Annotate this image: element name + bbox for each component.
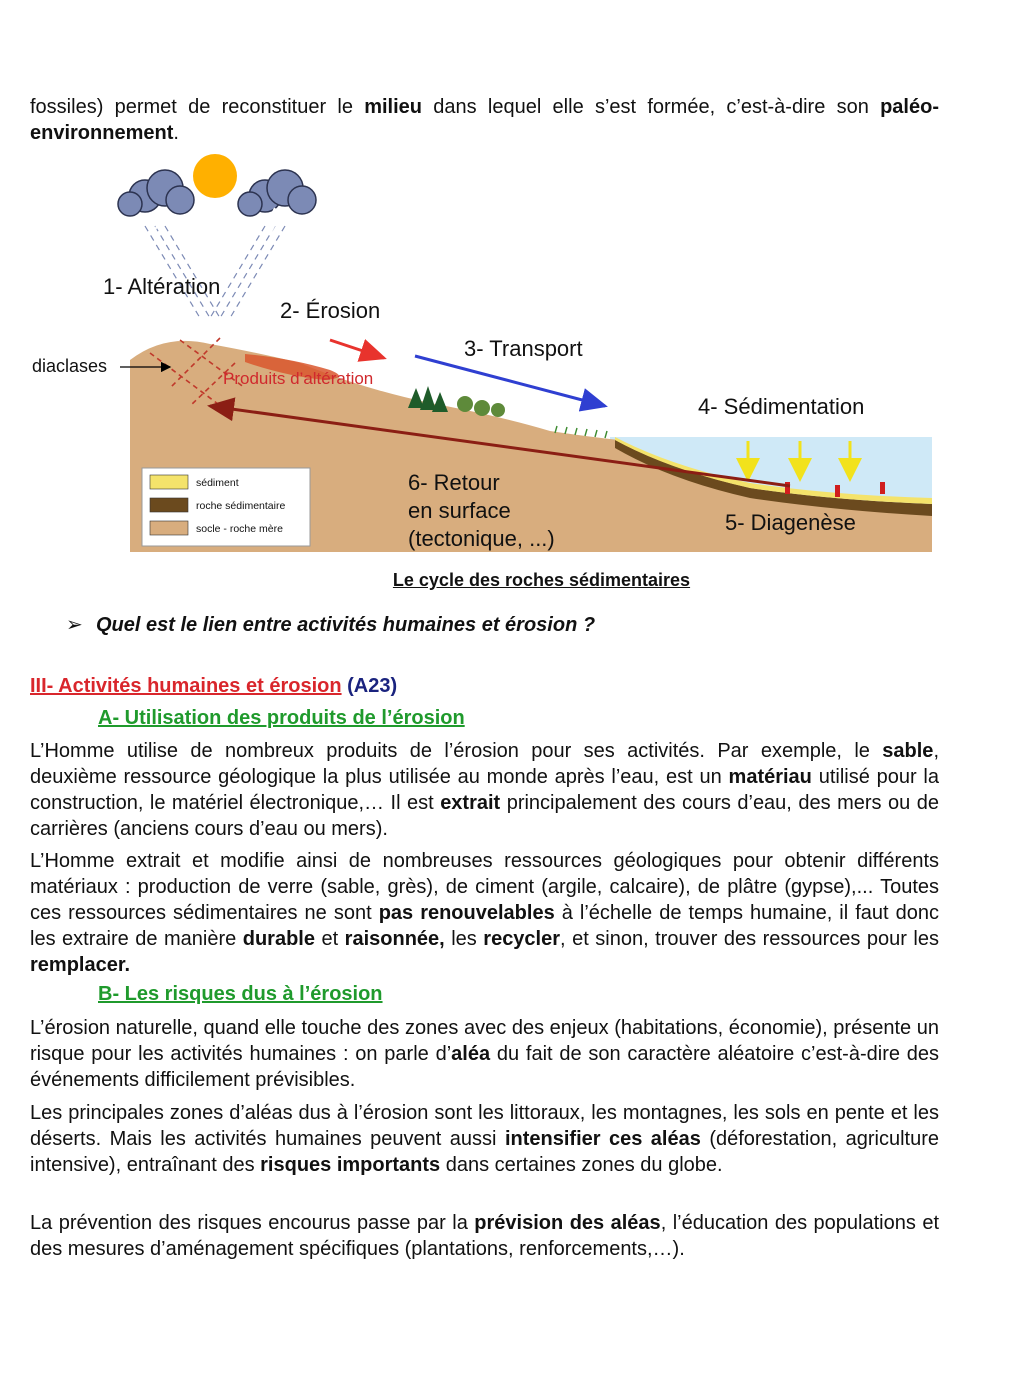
bold-text: durable (242, 928, 315, 950)
text: principalement des cours d’eau, des mers ou de carrières (anciens cours d’eau ou mers). (30, 792, 939, 840)
storm-cloud-icon (238, 170, 316, 232)
bold-text: sable (882, 740, 934, 762)
text: et (315, 928, 345, 950)
label-alteration: 1- Altération (103, 274, 221, 299)
intro-paragraph (30, 94, 939, 146)
bold-text: risques importants (260, 1154, 441, 1176)
figure-caption: Le cycle des roches sédimentaires (392, 570, 691, 590)
legend-swatch-socle (150, 521, 188, 535)
rain-lines (145, 226, 285, 318)
intro-bold-milieu: milieu (364, 96, 423, 118)
sun-icon (193, 154, 237, 198)
transport-arrow (415, 356, 605, 406)
question (66, 612, 595, 637)
bold-text: intensifier ces aléas (504, 1128, 701, 1150)
text: utilisé pour la construction, le matériel électronique,… Il est (30, 766, 939, 814)
intro-text: fossiles) permet de reconstituer le (30, 96, 365, 118)
storm-cloud-icon (118, 170, 194, 232)
bold-text: pas renouvelables (378, 902, 555, 924)
section-3-heading (30, 675, 397, 698)
text: (déforestation, agriculture intensive), entraînant des (30, 1128, 939, 1176)
question-text: Quel est le lien entre activités humaines et érosion ? (96, 614, 596, 636)
legend (142, 468, 310, 546)
section-3-title: III- Activités humaines et érosion (30, 675, 342, 697)
section-b-paragraph-2 (30, 1100, 939, 1178)
section-b-heading: B- Les risques dus à l’érosion (98, 983, 383, 1005)
deposit-marker (785, 482, 790, 494)
label-diagenese: 5- Diagenèse (725, 510, 856, 535)
bold-text: extrait (440, 792, 501, 814)
legend-label: socle - roche mère (196, 523, 283, 535)
label-retour-2: en surface (408, 498, 511, 523)
erosion-arrow (330, 340, 384, 358)
bold-text: recycler (483, 928, 561, 950)
text: , deuxième ressource géologique la plus utilisée au monde après l’eau, est un (30, 740, 939, 788)
text: les (444, 928, 484, 950)
legend-label: sédiment (196, 477, 239, 489)
label-erosion: 2- Érosion (280, 298, 381, 323)
section-b-paragraph-1 (30, 1015, 939, 1093)
section-a-heading: A- Utilisation des produits de l’érosion (98, 707, 465, 729)
text: du fait de son caractère aléatoire c’est-à-dire des événements difficilement prévisibles. (30, 1043, 940, 1091)
label-produits: Produits d’altération (223, 369, 374, 388)
text: Les principales zones d’aléas dus à l’érosion sont les littoraux, les montagnes, les sols en pente et les déserts. Mais les activités humaines peuvent aussi (30, 1102, 939, 1150)
legend-swatch-sediment (150, 475, 188, 489)
label-diaclases: diaclases (32, 356, 108, 376)
label-retour-1: 6- Retour (408, 470, 500, 495)
section-b-paragraph-3 (30, 1210, 939, 1262)
section-a-paragraph-1 (30, 738, 939, 842)
section-a-paragraph-2 (30, 848, 939, 978)
text: , l’éducation des populations et des mesures d’aménagement spécifiques (plantations, renforcements,…). (30, 1212, 940, 1260)
label-sedimentation: 4- Sédimentation (698, 394, 865, 419)
text: La prévention des risques encourus passe par la (30, 1212, 475, 1234)
bold-text: raisonnée, (344, 928, 445, 950)
bold-text: aléa (451, 1043, 491, 1065)
legend-swatch-sedimentary-rock (150, 498, 188, 512)
arrow-bullet-icon: ➢ (66, 614, 83, 636)
deposit-marker (835, 485, 840, 497)
text: , et sinon, trouver des ressources pour les (560, 928, 940, 950)
label-retour-3: (tectonique, ...) (408, 526, 555, 551)
bold-text: remplacer. (30, 954, 131, 976)
text: dans certaines zones du globe. (440, 1154, 723, 1176)
text: L’érosion naturelle, quand elle touche des zones avec des enjeux (habitations, économie), présente un risque pour les activités humaines : on parle d’ (30, 1017, 939, 1065)
label-transport: 3- Transport (464, 336, 583, 361)
sedimentary-cycle-diagram (30, 148, 940, 558)
bold-text: prévision des aléas (474, 1212, 661, 1234)
intro-bold-paleo: paléo-environnement (30, 96, 939, 144)
deposit-marker (880, 482, 885, 494)
intro-text: dans lequel elle s’est formée, c’est-à-dire son (422, 96, 881, 118)
text: à l’échelle de temps humaine, il faut donc les extraire de manière (30, 902, 939, 950)
intro-text: . (173, 122, 179, 144)
legend-label: roche sédimentaire (196, 500, 286, 512)
bold-text: matériau (728, 766, 812, 788)
text: L’Homme extrait et modifie ainsi de nombreuses ressources géologiques pour obtenir différents matériaux : production de verre (sable, grès), de ciment (argile, calcaire), de plâtre (gypse),... Toutes ces ressources sédimentaires ne sont (30, 850, 939, 924)
section-3-code: (A23) (347, 675, 398, 697)
text: L’Homme utilise de nombreux produits de l’érosion pour ses activités. Par exemple, le (30, 740, 883, 762)
